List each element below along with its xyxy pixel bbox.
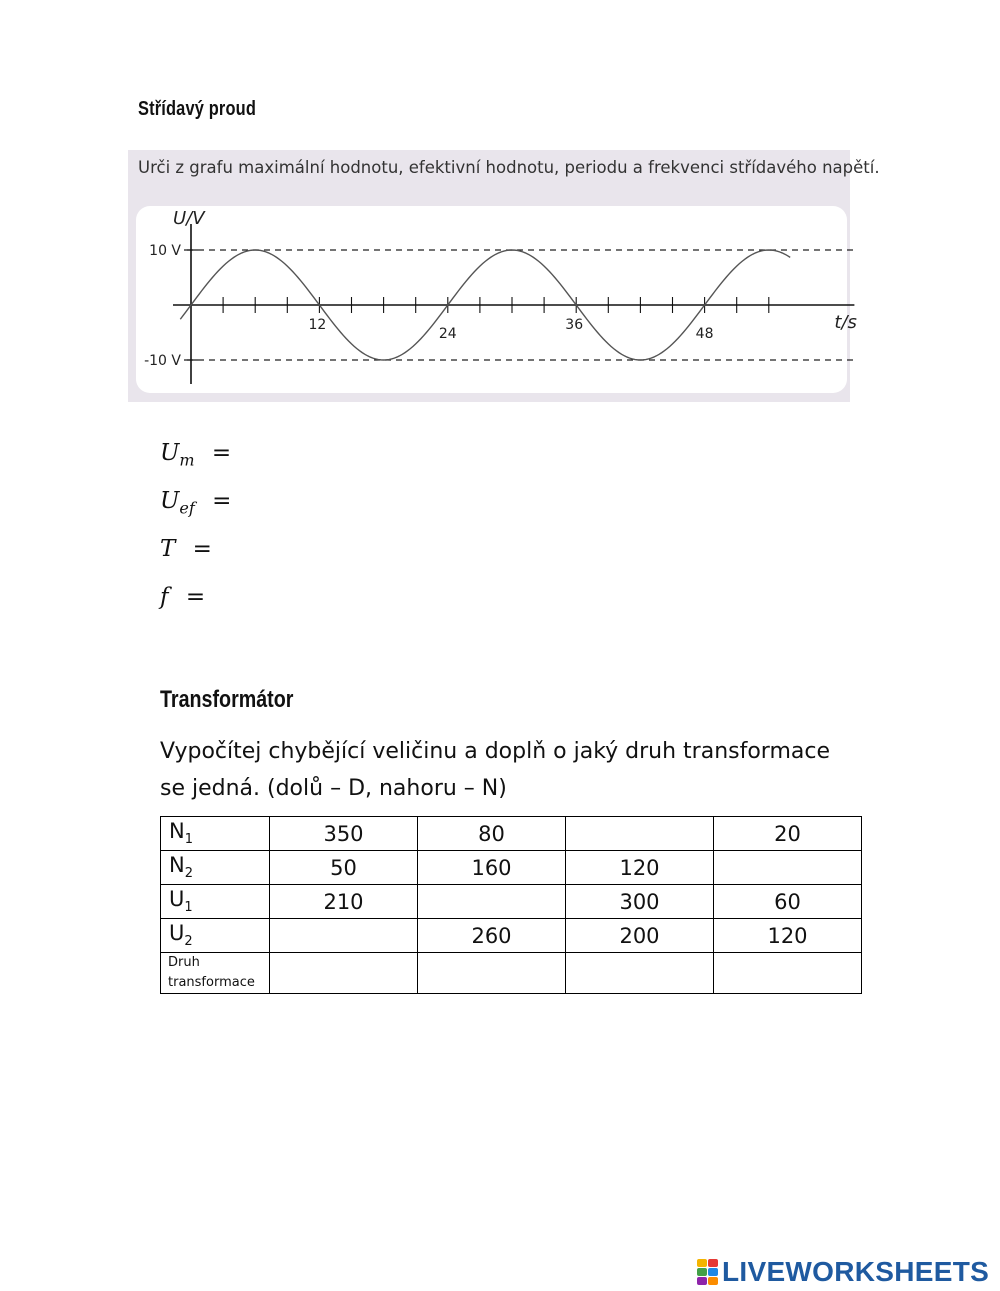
equation-sign: = bbox=[185, 584, 206, 610]
sine-chart bbox=[136, 206, 857, 393]
liveworksheets-logo bbox=[697, 1256, 989, 1288]
row-label: $U_1$ bbox=[161, 885, 270, 919]
table-cell[interactable] bbox=[270, 953, 418, 994]
equation-symbol: T bbox=[160, 536, 176, 562]
equation-subscript: ef bbox=[179, 498, 195, 518]
row-label: $N_1$ bbox=[161, 817, 270, 851]
table-cell[interactable]: 120 bbox=[714, 919, 862, 953]
y-tick-label: 10 V bbox=[149, 243, 181, 259]
equation-f bbox=[160, 584, 231, 632]
table-row bbox=[161, 953, 862, 994]
table-cell[interactable] bbox=[714, 851, 862, 885]
section-title-alternating-current: Střídavý proud bbox=[138, 98, 257, 120]
table-cell[interactable]: 120 bbox=[566, 851, 714, 885]
row-label: $U_2$ bbox=[161, 919, 270, 953]
equation-subscript: m bbox=[179, 450, 195, 470]
transformer-table bbox=[160, 816, 862, 994]
x-tick-label: 48 bbox=[695, 326, 714, 342]
equation-uef bbox=[160, 488, 231, 536]
table-cell[interactable] bbox=[418, 953, 566, 994]
table-cell[interactable]: 20 bbox=[714, 817, 862, 851]
table-cell[interactable]: 260 bbox=[418, 919, 566, 953]
logo-text: LIVEWORKSHEETS bbox=[722, 1256, 990, 1287]
graph-panel bbox=[128, 150, 880, 402]
x-axis-label: t/s bbox=[834, 312, 857, 333]
x-tick-label: 12 bbox=[308, 317, 327, 333]
task2-instruction bbox=[160, 733, 860, 807]
equation-sign: = bbox=[211, 440, 232, 466]
equation-sign: = bbox=[212, 488, 232, 514]
equation-sign: = bbox=[192, 536, 212, 562]
task2-line1: Vypočítej chybějící veličinu a doplň o jaký druh transformace bbox=[160, 739, 831, 764]
table-cell[interactable]: 50 bbox=[270, 851, 418, 885]
equation-um bbox=[160, 440, 231, 488]
table-cell[interactable]: 300 bbox=[566, 885, 714, 919]
table-cell[interactable]: 350 bbox=[270, 817, 418, 851]
table-cell[interactable]: 200 bbox=[566, 919, 714, 953]
section-title-transformer: Transformátor bbox=[160, 686, 294, 713]
equation-symbol: U bbox=[160, 488, 180, 514]
row-label: $N_2$ bbox=[161, 851, 270, 885]
logo-mark-icon bbox=[697, 1259, 718, 1285]
graph-box bbox=[136, 206, 857, 393]
equation-symbol: f bbox=[160, 584, 169, 610]
equation-symbol: U bbox=[160, 440, 180, 466]
table-row bbox=[161, 885, 862, 919]
table-row bbox=[161, 817, 862, 851]
y-tick-label: -10 V bbox=[144, 353, 181, 369]
table-cell[interactable] bbox=[566, 953, 714, 994]
table-cell[interactable]: 210 bbox=[270, 885, 418, 919]
table-cell[interactable] bbox=[566, 817, 714, 851]
answer-equations bbox=[160, 440, 231, 632]
table-row bbox=[161, 919, 862, 953]
table-cell[interactable]: 80 bbox=[418, 817, 566, 851]
x-tick-label: 36 bbox=[565, 317, 584, 333]
table-cell[interactable]: 160 bbox=[418, 851, 566, 885]
row-label-transformation-type: Druh transformace bbox=[161, 953, 270, 994]
table-cell[interactable] bbox=[418, 885, 566, 919]
x-tick-label: 24 bbox=[438, 326, 457, 342]
y-axis-label: U/V bbox=[173, 208, 205, 229]
equation-t bbox=[160, 536, 231, 584]
task2-line2: se jedná. (dolů – D, nahoru – N) bbox=[160, 776, 507, 801]
table-row bbox=[161, 851, 862, 885]
table-cell[interactable]: 60 bbox=[714, 885, 862, 919]
table-cell[interactable] bbox=[714, 953, 862, 994]
table-cell[interactable] bbox=[270, 919, 418, 953]
task-instruction: Urči z grafu maximální hodnotu, efektivní hodnotu, periodu a frekvenci střídavého napětí. bbox=[138, 158, 880, 177]
